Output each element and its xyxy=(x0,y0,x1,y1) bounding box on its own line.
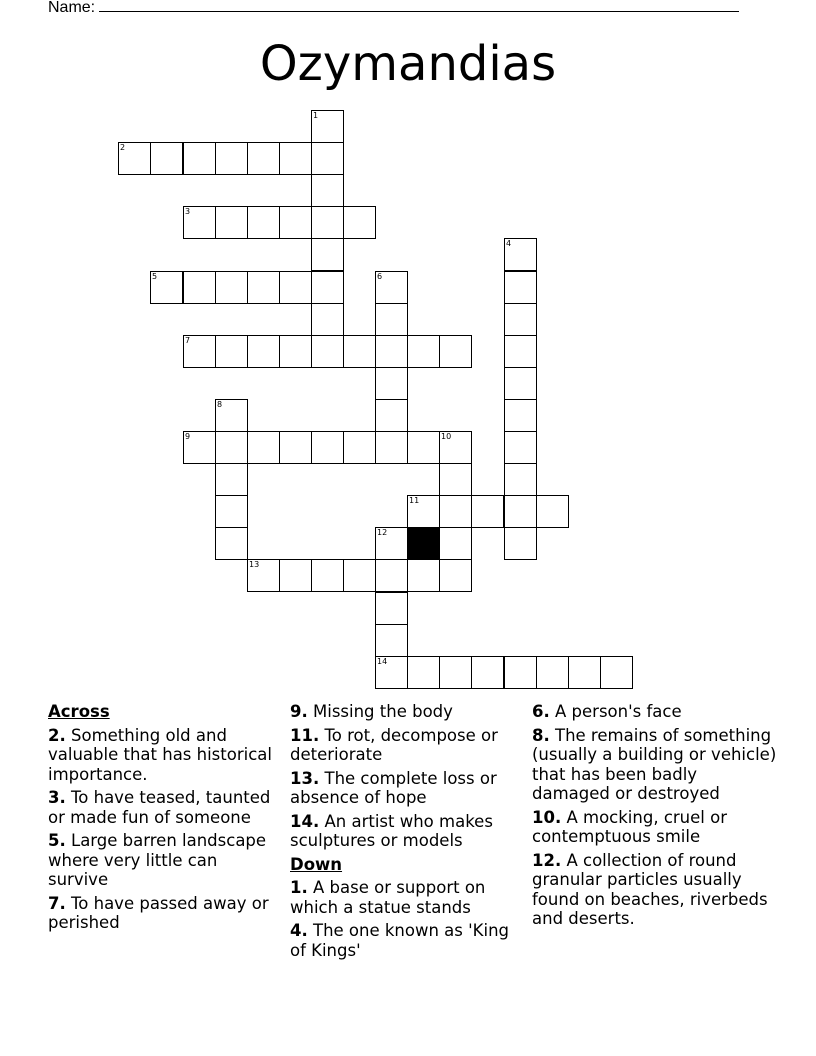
clue-text: The complete loss or absence of hope xyxy=(290,768,497,807)
name-label: Name: xyxy=(48,0,96,16)
grid-cell[interactable] xyxy=(311,271,344,304)
grid-cell[interactable] xyxy=(439,559,472,592)
grid-cell[interactable] xyxy=(504,238,537,271)
clue-across-2 xyxy=(48,726,278,785)
grid-cell[interactable] xyxy=(504,303,537,336)
grid-cell[interactable] xyxy=(279,142,312,175)
clue-text: Missing the body xyxy=(313,702,453,721)
clue-text: To have teased, taunted or made fun of someone xyxy=(48,788,271,827)
grid-cell[interactable] xyxy=(375,367,408,400)
clue-number: 2. xyxy=(48,725,66,745)
grid-cell[interactable] xyxy=(279,431,312,464)
grid-cell[interactable] xyxy=(439,656,472,689)
grid-cell[interactable] xyxy=(407,656,440,689)
clue-number-label: 9 xyxy=(185,432,191,441)
grid-cell[interactable] xyxy=(600,656,633,689)
clue-number: 1. xyxy=(290,878,308,897)
grid-cell[interactable] xyxy=(471,656,504,689)
grid-cell[interactable] xyxy=(215,399,248,432)
grid-cell[interactable] xyxy=(183,271,216,304)
grid-cell[interactable] xyxy=(311,303,344,336)
clue-number-label: 14 xyxy=(377,657,388,666)
clue-number-label: 1 xyxy=(313,111,319,120)
grid-cell[interactable] xyxy=(504,527,537,560)
grid-cell[interactable] xyxy=(215,142,248,175)
clue-number-label: 5 xyxy=(152,272,158,281)
down-heading: Down xyxy=(290,854,343,874)
grid-cell[interactable] xyxy=(247,431,280,464)
clue-text: A person's face xyxy=(555,702,682,721)
clues-column-1 xyxy=(48,702,278,937)
grid-cell[interactable] xyxy=(183,206,216,239)
clue-across-11 xyxy=(290,726,525,765)
grid-cell[interactable] xyxy=(343,335,376,368)
grid-cell[interactable] xyxy=(118,142,151,175)
clue-number-label: 8 xyxy=(217,400,223,409)
grid-cell[interactable] xyxy=(311,110,344,143)
grid-cell[interactable] xyxy=(504,335,537,368)
clue-down-8 xyxy=(532,726,777,804)
clue-number: 7. xyxy=(48,893,66,913)
grid-cell[interactable] xyxy=(183,431,216,464)
grid-cell[interactable] xyxy=(343,431,376,464)
clue-number-label: 13 xyxy=(249,560,260,569)
grid-cell[interactable] xyxy=(311,335,344,368)
clue-number-label: 4 xyxy=(506,239,512,248)
grid-cell[interactable] xyxy=(375,271,408,304)
grid-cell[interactable] xyxy=(311,206,344,239)
grid-cell[interactable] xyxy=(311,238,344,271)
clue-text: Something old and valuable that has historical importance. xyxy=(48,725,272,784)
grid-cell[interactable] xyxy=(343,206,376,239)
clue-number-label: 10 xyxy=(441,432,452,441)
grid-cell[interactable] xyxy=(215,495,248,528)
grid-cell[interactable] xyxy=(536,656,569,689)
grid-cell[interactable] xyxy=(407,335,440,368)
grid-cell[interactable] xyxy=(375,335,408,368)
clue-number: 4. xyxy=(290,921,308,940)
across-heading: Across xyxy=(48,702,110,721)
grid-cell[interactable] xyxy=(215,527,248,560)
grid-cell[interactable] xyxy=(215,335,248,368)
grid-cell[interactable] xyxy=(375,399,408,432)
grid-cell[interactable] xyxy=(247,559,280,592)
grid-cell[interactable] xyxy=(150,271,183,304)
clue-number: 6. xyxy=(532,702,550,721)
grid-cell[interactable] xyxy=(343,559,376,592)
clue-down-12 xyxy=(532,851,777,929)
clues-column-3 xyxy=(532,702,777,933)
clue-text: An artist who makes sculptures or models xyxy=(290,811,493,850)
clue-down-6 xyxy=(532,702,777,722)
grid-cell[interactable] xyxy=(311,142,344,175)
grid-cell[interactable] xyxy=(375,527,408,560)
grid-cell[interactable] xyxy=(279,271,312,304)
grid-cell[interactable] xyxy=(407,431,440,464)
grid-cell[interactable] xyxy=(247,142,280,175)
grid-cell[interactable] xyxy=(504,399,537,432)
clue-number: 11. xyxy=(290,725,320,745)
grid-cell[interactable] xyxy=(504,463,537,496)
grid-cell[interactable] xyxy=(504,495,537,528)
grid-cell[interactable] xyxy=(311,174,344,207)
grid-cell[interactable] xyxy=(375,656,408,689)
clue-number: 3. xyxy=(48,788,66,807)
clue-number-label: 12 xyxy=(377,528,388,537)
grid-cell[interactable] xyxy=(215,271,248,304)
grid-cell[interactable] xyxy=(536,495,569,528)
clue-text: The remains of something (usually a building or vehicle) that has been badly damaged or destroyed xyxy=(532,725,777,803)
clue-number-label: 6 xyxy=(377,272,383,281)
grid-cell[interactable] xyxy=(375,303,408,336)
grid-cell[interactable] xyxy=(375,431,408,464)
grid-cell[interactable] xyxy=(183,335,216,368)
clue-number: 10. xyxy=(532,807,562,827)
grid-cell[interactable] xyxy=(504,367,537,400)
grid-cell[interactable] xyxy=(279,335,312,368)
grid-cell[interactable] xyxy=(568,656,601,689)
grid-cell[interactable] xyxy=(247,335,280,368)
grid-cell[interactable] xyxy=(504,431,537,464)
grid-cell[interactable] xyxy=(407,495,440,528)
grid-block xyxy=(407,527,440,560)
clue-number: 8. xyxy=(532,725,550,745)
clue-number: 13. xyxy=(290,768,320,788)
clue-number: 14. xyxy=(290,811,320,831)
clue-across-3 xyxy=(48,788,278,827)
grid-cell[interactable] xyxy=(375,592,408,625)
clue-text: A mocking, cruel or contemptuous smile xyxy=(532,807,727,846)
grid-cell[interactable] xyxy=(375,624,408,657)
clue-across-14 xyxy=(290,812,525,851)
grid-cell[interactable] xyxy=(247,271,280,304)
grid-cell[interactable] xyxy=(471,495,504,528)
clue-number: 5. xyxy=(48,831,66,850)
grid-cell[interactable] xyxy=(183,142,216,175)
clue-down-10 xyxy=(532,808,777,847)
clue-across-7 xyxy=(48,894,278,933)
grid-cell[interactable] xyxy=(247,206,280,239)
puzzle-title: Ozymandias xyxy=(259,36,557,92)
grid-cell[interactable] xyxy=(279,206,312,239)
grid-cell[interactable] xyxy=(439,463,472,496)
grid-cell[interactable] xyxy=(504,656,537,689)
grid-cell[interactable] xyxy=(439,431,472,464)
grid-cell[interactable] xyxy=(407,559,440,592)
grid-cell[interactable] xyxy=(311,431,344,464)
grid-cell[interactable] xyxy=(439,527,472,560)
clue-number: 9. xyxy=(290,702,308,721)
clue-number-label: 11 xyxy=(409,496,420,505)
clue-down-1 xyxy=(290,878,525,917)
clue-text: Large barren landscape where very little can survive xyxy=(48,831,267,889)
clue-across-13 xyxy=(290,769,525,808)
grid-cell[interactable] xyxy=(215,206,248,239)
clues-column-2 xyxy=(290,702,525,964)
clue-text: A base or support on which a statue stands xyxy=(290,878,486,917)
grid-cell[interactable] xyxy=(311,559,344,592)
clue-text: A collection of round granular particles usually found on beaches, riverbeds and deserts. xyxy=(532,850,768,928)
grid-cell[interactable] xyxy=(150,142,183,175)
clue-number-label: 3 xyxy=(185,207,191,216)
clue-number: 12. xyxy=(532,850,562,870)
grid-cell[interactable] xyxy=(439,335,472,368)
grid-cell[interactable] xyxy=(504,271,537,304)
grid-cell[interactable] xyxy=(375,559,408,592)
clue-across-5 xyxy=(48,831,278,890)
clue-across-9 xyxy=(290,702,525,722)
grid-cell[interactable] xyxy=(215,431,248,464)
grid-cell[interactable] xyxy=(279,559,312,592)
clue-text: To rot, decompose or deteriorate xyxy=(290,725,498,764)
clue-number-label: 7 xyxy=(185,336,191,345)
clue-text: The one known as 'King of Kings' xyxy=(290,921,510,960)
clue-down-4 xyxy=(290,921,525,960)
grid-cell[interactable] xyxy=(215,463,248,496)
grid-cell[interactable] xyxy=(439,495,472,528)
clue-number-label: 2 xyxy=(120,143,126,152)
clue-text: To have passed away or perished xyxy=(48,893,269,932)
